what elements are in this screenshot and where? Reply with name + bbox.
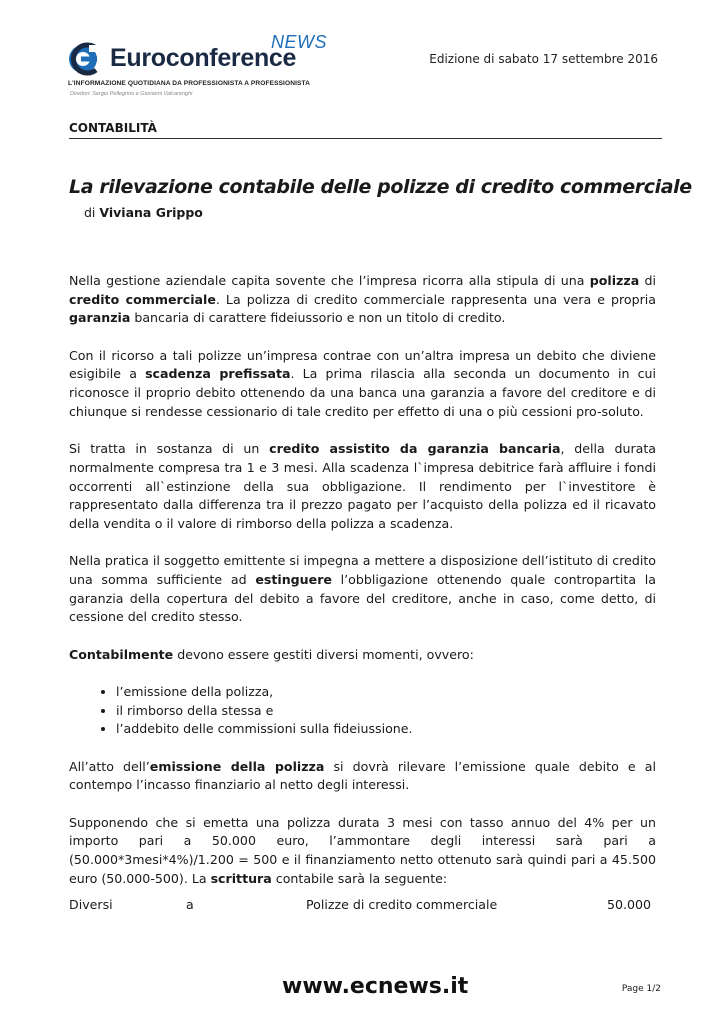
text-run: Supponendo che si emetta una polizza durata 3 mesi con tasso annuo del 4% per un importo pari a 50.000 euro, l’ammontare degli interessi sarà pari a (50.000*3mesi*4%)/1.200 = 500 e il finanziamento netto ottenuto sarà quindi pari a 45.500 euro (50.000-500). La bbox=[69, 814, 656, 886]
section-heading: CONTABILITÀ bbox=[69, 121, 157, 135]
text-run: devono essere gestiti diversi momenti, ovvero: bbox=[173, 646, 474, 662]
bold-run: emissione della polizza bbox=[149, 758, 325, 774]
paragraph-2 bbox=[69, 347, 656, 422]
logo-tagline: L'INFORMAZIONE QUOTIDIANA DA PROFESSIONISTA A PROFESSIONISTA bbox=[68, 80, 311, 87]
paragraph-4 bbox=[69, 552, 656, 627]
paragraph-6 bbox=[69, 758, 656, 795]
entry-separator: a bbox=[186, 897, 194, 912]
ec-logo-icon bbox=[68, 42, 108, 76]
article-title: La rilevazione contabile delle polizze di credito commerciale bbox=[69, 176, 692, 198]
text-run: si dovrà rilevare l’emissione quale debito e al contempo l’incasso finanziario al netto degli interessi. bbox=[69, 758, 656, 793]
entry-debit: Diversi bbox=[69, 897, 113, 912]
bold-run: Contabilmente bbox=[69, 646, 174, 662]
bold-run: polizza bbox=[589, 273, 640, 288]
entry-amount: 50.000 bbox=[607, 897, 652, 912]
bold-run: scadenza prefissata bbox=[145, 366, 291, 382]
text-run: bancaria di carattere fideiussorio e non un titolo di credito. bbox=[130, 310, 506, 326]
bold-run: credito commerciale bbox=[69, 291, 216, 307]
logo-news-label: NEWS bbox=[271, 32, 327, 52]
text-run: di bbox=[639, 273, 656, 288]
bold-run: estinguere bbox=[255, 571, 332, 587]
text-run: Si tratta in sostanza di un bbox=[69, 441, 270, 457]
edition-date: Edizione di sabato 17 settembre 2016 bbox=[429, 52, 658, 66]
text-run: . La prima rilascia alla seconda un documento in cui riconosce il proprio debito ottenendo da una banca una garanzia a favore del creditore e di chiunque si rendesse cessionario di tale credito per effetto di una o più cessioni pro-soluto. bbox=[69, 366, 656, 419]
footer-website-link[interactable]: www.ecnews.it bbox=[282, 974, 469, 999]
list-item: • l’emissione della polizza, bbox=[116, 683, 656, 702]
text-run: , della durata normalmente compresa tra 1 e 3 mesi. Alla scadenza l`impresa debitrice farà affluire i fondi occorrenti all`estinzione della sua obbligazione. Il rendimento per l`investitore è rappresentato dalla differenza tra il prezzo pagato per l’acquisto della polizza ed il ricavato della vendita o il valore di rimborso della polizza a scadenza. bbox=[69, 441, 656, 531]
section-divider bbox=[69, 138, 662, 139]
paragraph-7 bbox=[69, 814, 656, 889]
text-run: All’atto dell’ bbox=[69, 758, 150, 774]
accounting-moments-list bbox=[69, 683, 656, 739]
text-run: Nella pratica il soggetto emittente si impegna a mettere a disposizione dell’istituto di credito una somma sufficiente ad bbox=[69, 553, 656, 587]
paragraph-1 bbox=[69, 272, 656, 328]
bold-run: credito assistito da garanzia bancaria bbox=[269, 441, 561, 457]
article-body bbox=[69, 272, 656, 907]
page-number: Page 1/2 bbox=[621, 984, 661, 994]
bold-run: garanzia bbox=[69, 310, 131, 326]
logo-directors: Direttori: Sergio Pellegrino e Giovanni Valcarenghi bbox=[70, 91, 193, 97]
logo-brand-name: Euroconference bbox=[110, 44, 297, 72]
entry-credit: Polizze di credito commerciale bbox=[306, 897, 498, 912]
paragraph-3 bbox=[69, 440, 656, 534]
text-run: l’obbligazione ottenendo quale contropartita la garanzia della copertura del debito a favore del creditore, anche in caso, come detto, di cessione del credito stesso. bbox=[69, 571, 657, 625]
article-byline bbox=[84, 205, 203, 220]
list-item: • l’addebito delle commissioni sulla fideiussione. bbox=[116, 720, 656, 739]
author-name: Viviana Grippo bbox=[99, 205, 203, 220]
text-run: Con il ricorso a tali polizze un’impresa contrae con un’altra impresa un debito che diviene esigibile a bbox=[69, 347, 656, 382]
text-run: Nella gestione aziendale capita sovente che l’impresa ricorra alla stipula di una bbox=[69, 273, 590, 288]
paragraph-5 bbox=[69, 646, 656, 665]
text-run: contabile sarà la seguente: bbox=[271, 870, 448, 886]
list-item: • il rimborso della stessa e bbox=[116, 702, 656, 721]
bold-run: scrittura bbox=[210, 870, 272, 886]
byline-prefix: di bbox=[84, 205, 96, 220]
euroconference-logo bbox=[68, 32, 338, 106]
text-run: . La polizza di credito commerciale rappresenta una vera e propria bbox=[215, 291, 656, 307]
